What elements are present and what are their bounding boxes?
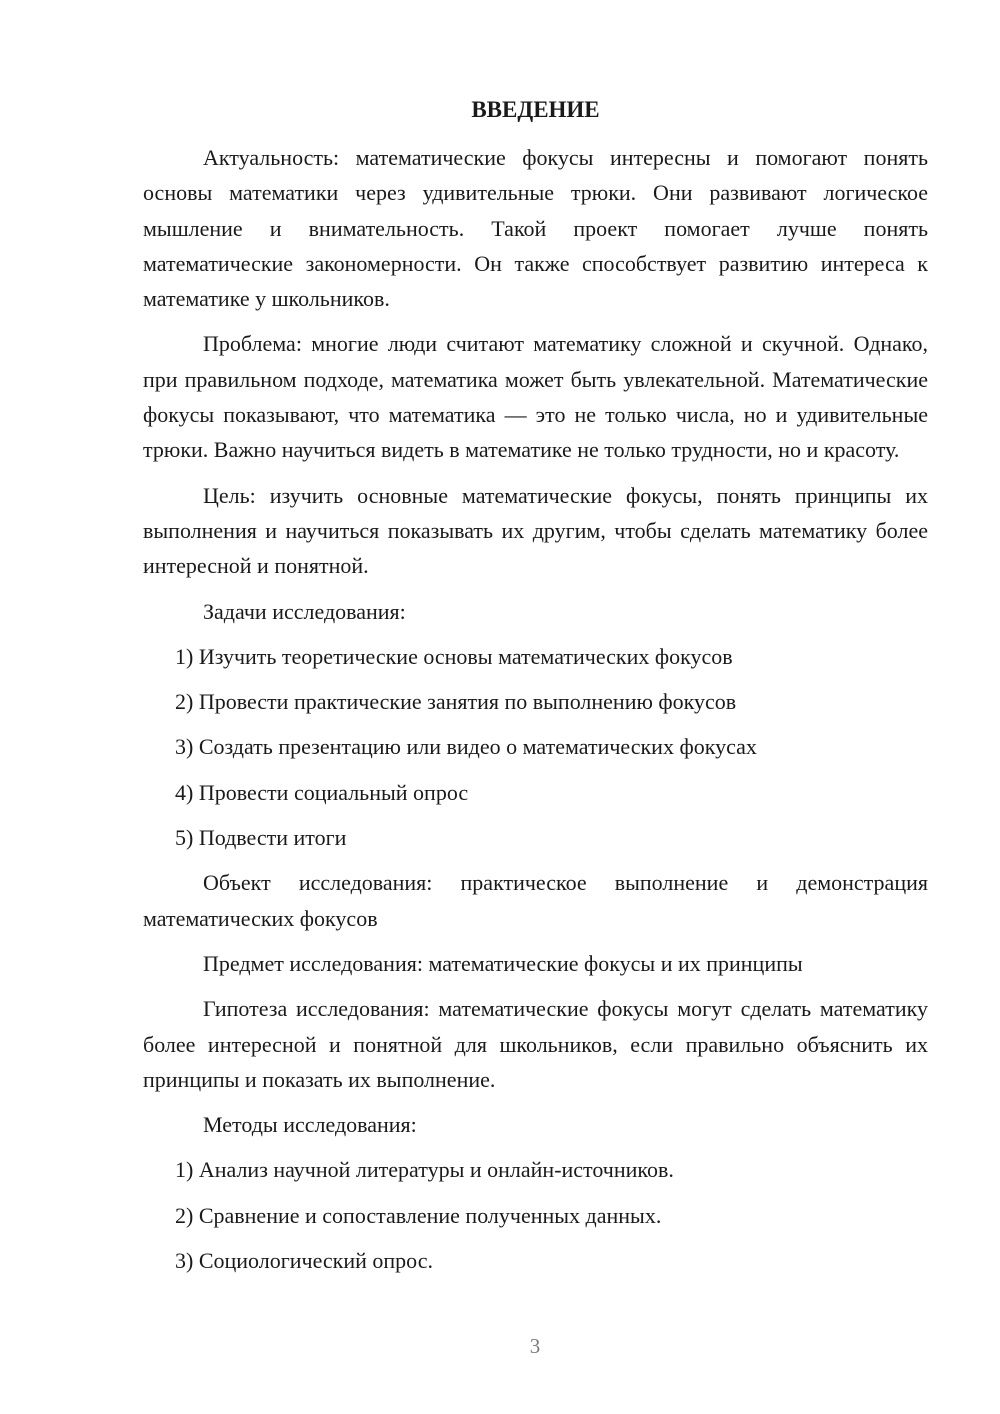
task-item: 1) Изучить теоретические основы математических фокусов xyxy=(175,643,733,669)
task-item: 2) Провести практические занятия по выполнению фокусов xyxy=(175,689,737,715)
object-paragraph: Объект исследования: практическое выполнение и демонстрация математических фокусов xyxy=(143,870,928,931)
page-content xyxy=(143,94,928,1288)
subject-paragraph: Предмет исследования: математические фокусы и их принципы xyxy=(203,950,803,976)
task-item: 4) Провести социальный опрос xyxy=(175,779,469,805)
hypothesis-paragraph: Гипотеза исследования: математические фокусы могут сделать математику более интересной и понятной для школьников, если правильно объяснить их принципы и показать их выполнение. xyxy=(143,996,928,1092)
method-item: 3) Социологический опрос. xyxy=(175,1248,433,1274)
goal-paragraph: Цель: изучить основные математические фокусы, понять принципы их выполнения и научиться показывать их другим, чтобы сделать математику более интересной и понятной. xyxy=(143,482,928,579)
task-item: 3) Создать презентацию или видео о математических фокусах xyxy=(175,734,757,760)
methods-heading: Методы исследования: xyxy=(203,1112,417,1138)
method-item: 1) Анализ научной литературы и онлайн-источников. xyxy=(175,1157,674,1183)
page-number: 3 xyxy=(529,1334,541,1358)
method-item: 2) Сравнение и сопоставление полученных данных. xyxy=(175,1202,662,1228)
task-item: 5) Подвести итоги xyxy=(175,825,347,851)
page-title: ВВЕДЕНИЕ xyxy=(471,97,600,122)
tasks-heading: Задачи исследования: xyxy=(203,598,406,624)
problem-paragraph: Проблема: многие люди считают математику сложной и скучной. Однако, при правильном подходе, математика может быть увлекательной. Математические фокусы показывают, что математика — это не только числа, но и удивительные трюки. Важно научиться видеть в математике не только трудности, но и красоту. xyxy=(143,331,928,463)
relevance-paragraph: Актуальность: математические фокусы интересны и помогают понять основы математики через удивительные трюки. Они развивают логическое мышление и внимательность. Такой проект помогает лучше понять математические закономерности. Он также способствует развитию интереса к математике у школьников. xyxy=(143,145,928,312)
